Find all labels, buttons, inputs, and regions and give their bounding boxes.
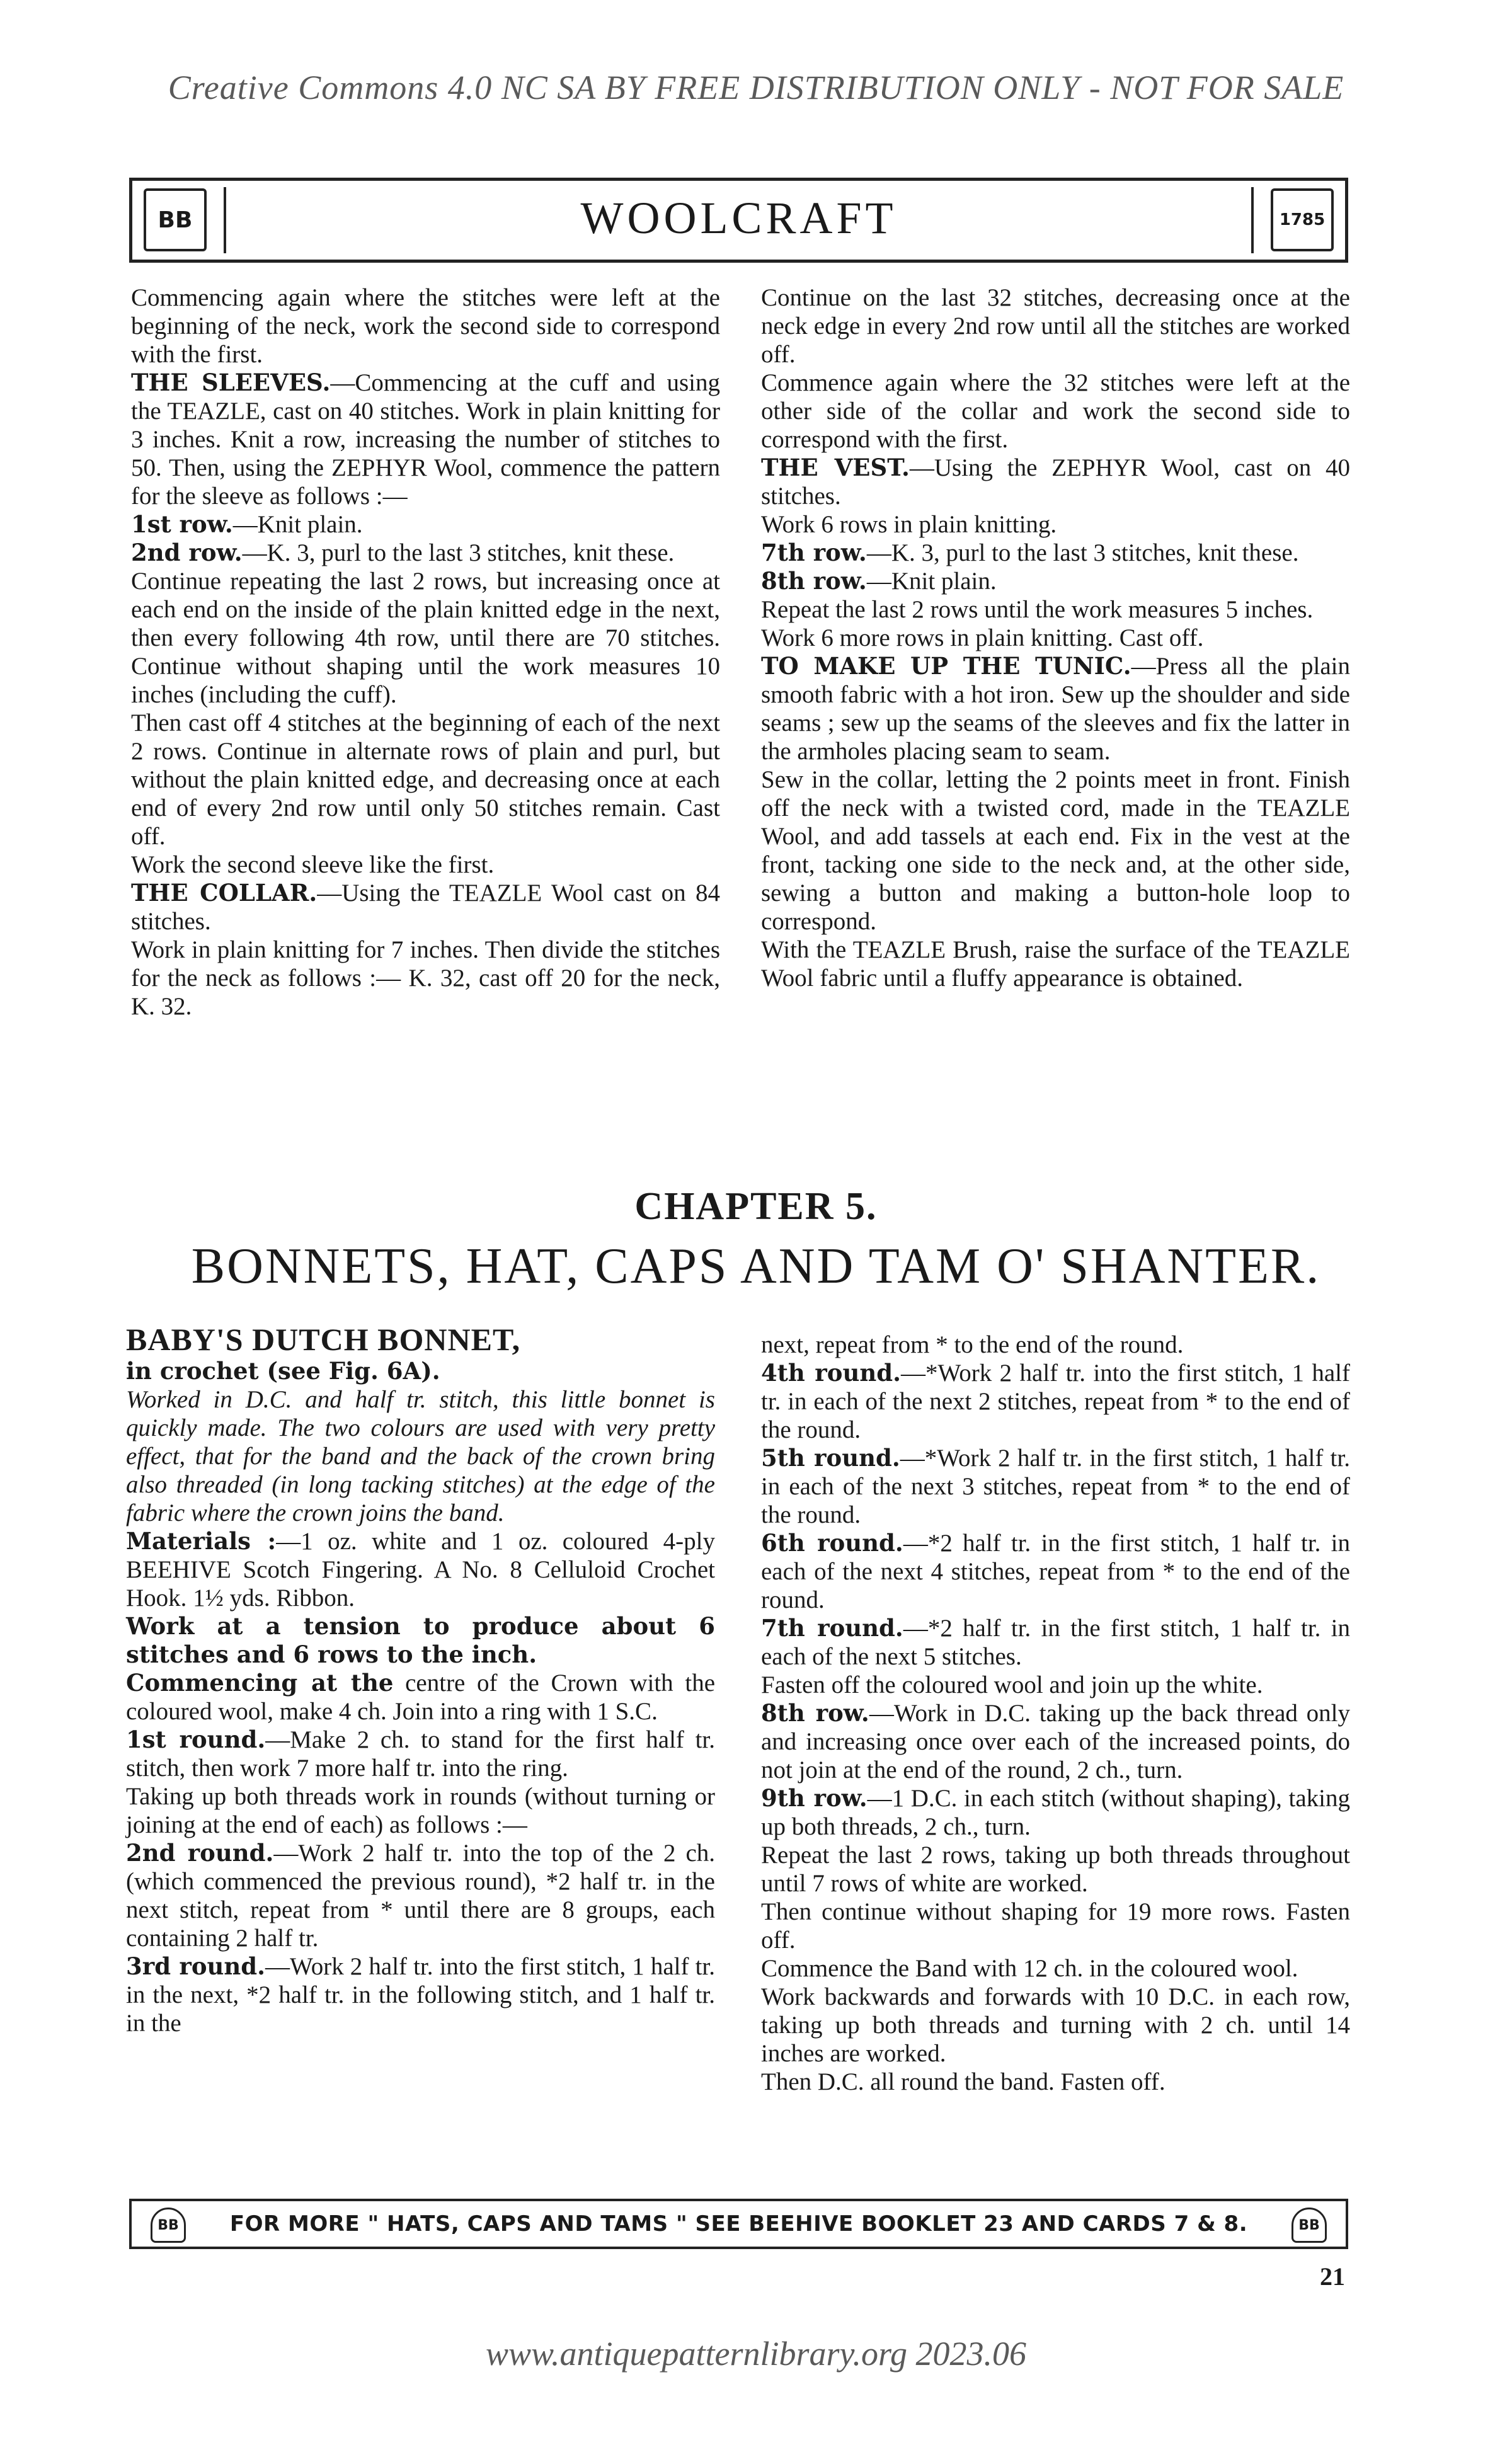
paragraph-heading: 1st row. (131, 510, 233, 538)
paragraph-text: —K. 3, purl to the last 3 stitches, knit these. (242, 539, 675, 566)
paragraph-heading: 3rd round. (126, 1952, 266, 1980)
beehive-logo-icon: BB (1292, 2208, 1327, 2243)
paragraph (131, 850, 720, 879)
bonnet-heading: BABY'S DUTCH BONNET, (126, 1322, 521, 1357)
paragraph (761, 1699, 1350, 1784)
paragraph (761, 567, 1350, 595)
paragraph-heading: 7th row. (761, 539, 867, 566)
paragraph (761, 1529, 1350, 1614)
paragraph-text: Then continue without shaping for 19 more rows. Fasten off. (761, 1898, 1350, 1954)
left-column-top (131, 284, 720, 1021)
paragraph-text: —*Work 2 half tr. in the first stitch, 1 half tr. in each of the next 3 stitches, repeat from * to the end of the round. (761, 1445, 1350, 1528)
paragraph (761, 1784, 1350, 1841)
paragraph (761, 369, 1350, 454)
paragraph (131, 539, 720, 567)
paragraph (126, 1952, 715, 2037)
paragraph-text: next, repeat from * to the end of the round. (761, 1331, 1184, 1358)
beehive-logo-icon: BB (151, 2208, 186, 2243)
paragraph (761, 1444, 1350, 1529)
paragraph-text: —Work 2 half tr. into the top of the 2 ch. (which commenced the previous round), *2 half tr. in the next stitch, repeat from * until there are 8 groups, each containing 2 half tr. (126, 1840, 716, 1952)
paragraph-heading: THE SLEEVES. (131, 369, 331, 396)
paragraph (126, 1527, 715, 1612)
paragraph-text: —*2 half tr. in the first stitch, 1 half tr. in each of the next 4 stitches, repeat from * to the end of the round. (761, 1530, 1350, 1613)
paragraph-text: —Using the TEAZLE Wool cast on 84 stitches. (131, 879, 720, 935)
paragraph (761, 1841, 1350, 1898)
paragraph-text: Work the second sleeve like the first. (131, 851, 495, 878)
paragraph (126, 1726, 715, 1782)
paragraph (761, 652, 1350, 765)
paragraph-heading: 9th row. (761, 1784, 868, 1812)
page-header (129, 178, 1348, 263)
paragraph-heading: Work at a tension to produce about 6 stitches and 6 rows to the inch. (126, 1612, 715, 1668)
right-column-bottom (761, 1331, 1350, 2096)
paragraph-text: —1 D.C. in each stitch (without shaping), taking up both threads, 2 ch., turn. (761, 1785, 1350, 1840)
paragraph (126, 1839, 715, 1952)
paragraph-text: —Knit plain. (866, 568, 997, 595)
paragraph (126, 1612, 715, 1669)
paragraph-text: Sew in the collar, letting the 2 points meet in front. Finish off the neck with a twisted cord, made in the TEAZLE Wool, and add tassels at each end. Fix in the vest at the front, tacking one side to the neck and, at the other side, sewing a button and making a button-hole loop to correspond. (761, 766, 1350, 935)
paragraph (761, 1954, 1350, 1983)
beehive-1785-logo-icon: 1785 (1271, 188, 1334, 251)
paragraph (761, 539, 1350, 567)
paragraph-heading: 4th round. (761, 1359, 902, 1387)
right-column-top (761, 284, 1350, 992)
paragraph-text: Repeat the last 2 rows until the work measures 5 inches. (761, 596, 1314, 623)
paragraph (761, 284, 1350, 369)
paragraph (126, 1782, 715, 1839)
paragraph (761, 1359, 1350, 1444)
paragraph (131, 879, 720, 936)
paragraph-text: Taking up both threads work in rounds (without turning or joining at the end of each) as follows :— (126, 1783, 715, 1838)
paragraph-heading: Materials : (126, 1527, 277, 1555)
paragraph-text: Repeat the last 2 rows, taking up both threads throughout until 7 rows of white are worked. (761, 1841, 1350, 1897)
paragraph-text: centre of the Crown with the coloured wool, make 4 ch. Join into a ring with 1 S.C. (126, 1670, 715, 1725)
footer-banner (129, 2199, 1348, 2249)
paragraph (761, 624, 1350, 652)
chapter-number: CHAPTER 5. (634, 1185, 878, 1228)
chapter-title: BONNETS, HAT, CAPS AND TAM O' SHANTER. (191, 1239, 1321, 1294)
paragraph-heading: 2nd row. (131, 539, 243, 566)
paragraph-text: —Press all the plain smooth fabric with a hot iron. Sew up the shoulder and side seams ; sew up the seams of the sleeves and fix the latter in the armholes placing seam to seam. (761, 653, 1351, 765)
paragraph-text: Then D.C. all round the band. Fasten off. (761, 2068, 1166, 2095)
paragraph (131, 936, 720, 1021)
paragraph (131, 709, 720, 850)
paragraph (761, 595, 1350, 624)
paragraph (761, 936, 1350, 992)
paragraph-heading: 2nd round. (126, 1839, 274, 1867)
watermark-bottom: www.antiquepatternlibrary.org 2023.06 (485, 2335, 1027, 2373)
paragraph-text: Work in plain knitting for 7 inches. Then divide the stitches for the neck as follows :— K. 32, cast off 20 for the neck, K. 32. (131, 936, 720, 1020)
paragraph (761, 765, 1350, 936)
paragraph-heading: TO MAKE UP THE TUNIC. (761, 652, 1131, 680)
paragraph-text: Commencing again where the stitches were left at the beginning of the neck, work the second side to correspond with the first. (131, 284, 720, 368)
bonnet-instructions-left (126, 1527, 715, 2037)
paragraph-text: Work backwards and forwards with 10 D.C. in each row, taking up both threads and turning with 2 ch. until 14 inches are worked. (761, 1983, 1350, 2067)
bonnet-subheading: in crochet (see Fig. 6A). (126, 1357, 440, 1385)
paragraph (126, 1669, 715, 1726)
paragraph-heading: 5th round. (761, 1444, 900, 1472)
paragraph-text: —Work in D.C. taking up the back thread only and increasing once over each of the increased points, do not join at the end of the round, 2 ch., turn. (761, 1700, 1350, 1784)
paragraph (761, 1898, 1350, 1954)
paragraph-heading: Commencing at the (126, 1669, 394, 1697)
paragraph (131, 510, 720, 539)
paragraph-heading: 8th row. (761, 567, 867, 595)
paragraph-text: —*Work 2 half tr. into the first stitch, 1 half tr. in each of the next 2 stitches, repeat from * to the end of the round. (761, 1360, 1350, 1443)
paragraph-heading: 1st round. (126, 1726, 266, 1753)
paragraph-heading: THE COLLAR. (131, 879, 318, 907)
paragraph (761, 2068, 1350, 2096)
paragraph-text: —1 oz. white and 1 oz. coloured 4-ply BEEHIVE Scotch Fingering. A No. 8 Celluloid Crochet Hook. 1½ yds. Ribbon. (126, 1528, 715, 1612)
paragraph-text: Then cast off 4 stitches at the beginning of each of the next 2 rows. Continue in alternate rows of plain and purl, but without the plain knitted edge, and decreasing once at each end of every 2nd row until only 50 stitches remain. Cast off. (131, 709, 720, 850)
left-column-bottom (126, 1322, 715, 2037)
paragraph (761, 1671, 1350, 1699)
paragraph-text: With the TEAZLE Brush, raise the surface of the TEAZLE Wool fabric until a fluffy appearance is obtained. (761, 936, 1350, 992)
watermark-top: Creative Commons 4.0 NC SA BY FREE DISTRIBUTION ONLY - NOT FOR SALE (168, 69, 1344, 106)
paragraph (761, 454, 1350, 510)
paragraph (131, 369, 720, 510)
paragraph-text: Continue on the last 32 stitches, decreasing once at the neck edge in every 2nd row until all the stitches are worked off. (761, 284, 1350, 368)
paragraph-heading: 6th round. (761, 1529, 903, 1557)
paragraph (761, 1331, 1350, 1359)
paragraph-text: Fasten off the coloured wool and join up the white. (761, 1671, 1263, 1698)
paragraph (131, 567, 720, 709)
paragraph-text: —Commencing at the cuff and using the TEAZLE, cast on 40 stitches. Work in plain knitting for 3 inches. Knit a row, increasing the number of stitches to 50. Then, using the ZEPHYR Wool, commence the pattern for the sleeve as follows :— (131, 369, 720, 510)
paragraph-text: Work 6 rows in plain knitting. (761, 511, 1057, 538)
paragraph-text: —K. 3, purl to the last 3 stitches, knit these. (866, 539, 1299, 566)
paragraph-text: Continue repeating the last 2 rows, but increasing once at each end on the inside of the plain knitted edge in the next, then every following 4th row, until there are 70 stitches. Continue without shaping until the work measures 10 inches (including the cuff). (131, 568, 720, 708)
paragraph-text: —Knit plain. (232, 511, 363, 538)
beehive-logo-icon: BB (144, 188, 207, 251)
paragraph-text: Commence the Band with 12 ch. in the coloured wool. (761, 1955, 1298, 1982)
paragraph-text: —Work 2 half tr. into the first stitch, 1 half tr. in the next, *2 half tr. in the following stitch, and 1 half tr. in the (126, 1953, 715, 2037)
paragraph (761, 510, 1350, 539)
paragraph-text: —Make 2 ch. to stand for the first half tr. stitch, then work 7 more half tr. into the ring. (126, 1726, 716, 1782)
paragraph-text: Commence again where the 32 stitches were left at the other side of the collar and work the second side to correspond with the first. (761, 369, 1350, 453)
paragraph (131, 284, 720, 369)
paragraph (761, 1614, 1350, 1671)
paragraph-heading: THE VEST. (761, 454, 910, 481)
paragraph-text: Work 6 more rows in plain knitting. Cast off. (761, 624, 1204, 651)
paragraph-text: —*2 half tr. in the first stitch, 1 half tr. in each of the next 5 stitches. (761, 1615, 1350, 1670)
bonnet-intro: Worked in D.C. and half tr. stitch, this little bonnet is quickly made. The two colours are used with very pretty effect, that for the band and the back of the crown bring also threaded (in long tacking stitches) at the edge of the fabric where the crown joins the band. (126, 1386, 715, 1526)
header-title: WOOLCRAFT (580, 193, 897, 243)
page-number: 21 (1320, 2262, 1345, 2291)
paragraph-heading: 8th row. (761, 1699, 869, 1727)
footer-text: FOR MORE " HATS, CAPS AND TAMS " SEE BEEHIVE BOOKLET 23 AND CARDS 7 & 8. (229, 2211, 1248, 2236)
paragraph-text: —Using the ZEPHYR Wool, cast on 40 stitches. (761, 454, 1350, 510)
paragraph (761, 1983, 1350, 2068)
paragraph-heading: 7th round. (761, 1614, 903, 1642)
